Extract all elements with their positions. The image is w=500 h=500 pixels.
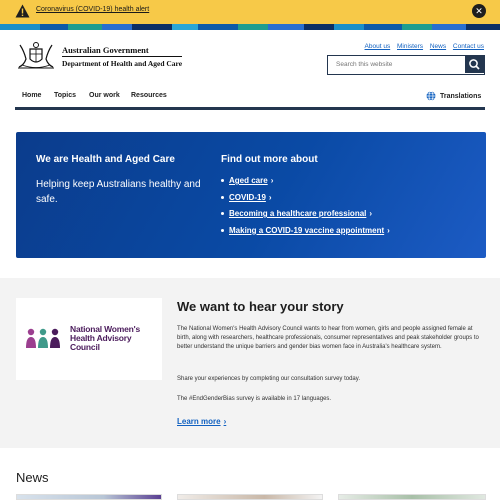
list-item <box>221 226 390 243</box>
close-circle-icon[interactable]: ✕ <box>472 4 486 18</box>
globe-icon <box>426 91 436 101</box>
magnifier-icon <box>465 56 484 73</box>
about-us-link[interactable]: About us <box>364 43 391 50</box>
search-box <box>327 55 485 75</box>
chevron-right-icon: › <box>268 192 272 202</box>
nav-underline <box>15 107 485 110</box>
ministers-link[interactable]: Ministers <box>397 43 424 50</box>
council-logo-icon <box>25 326 61 350</box>
story-title: We want to hear your story <box>177 299 344 314</box>
list-item <box>221 176 390 193</box>
nav-item-topics[interactable]: Topics <box>54 92 77 99</box>
header-divider <box>62 56 182 57</box>
site-header <box>0 30 500 82</box>
nav-item-resources[interactable]: Resources <box>131 92 167 99</box>
alert-link[interactable]: Coronavirus (COVID-19) health alert <box>36 6 150 13</box>
translations-button[interactable] <box>426 91 481 101</box>
council-logo-card <box>16 298 162 380</box>
find-out-more-heading: Find out more about <box>221 154 318 165</box>
news-card[interactable] <box>338 494 486 500</box>
news-link[interactable]: News <box>429 43 447 50</box>
main-nav <box>0 82 500 106</box>
government-name: Australian Government <box>62 45 149 55</box>
hero-tagline: Helping keep Australians healthy and safe. <box>36 179 201 205</box>
nav-item-our-work[interactable]: Our work <box>89 92 120 99</box>
translations-label: Translations <box>440 92 482 100</box>
learn-more-link[interactable]: Learn more › <box>177 417 227 426</box>
story-paragraph: The National Women's Health Advisory Council wants to hear from women, girls and people assigned female at birth, along with researchers, healthcare professionals, consumer representatives and peak stakeholder groups to better understand the unique barriers and gender bias women face in Australia's healthcare system. <box>177 326 479 350</box>
story-paragraph: Share your experiences by completing our consultation survey today. <box>177 376 360 382</box>
department-name[interactable]: Department of Health and Aged Care <box>62 59 183 68</box>
chevron-right-icon: › <box>387 225 390 235</box>
news-heading: News <box>16 470 49 485</box>
aged-care-link[interactable]: Aged care <box>229 176 268 185</box>
coat-of-arms-icon <box>16 41 56 70</box>
chevron-right-icon: › <box>270 176 274 185</box>
vaccine-appointment-link[interactable]: Making a COVID-19 vaccine appointment <box>229 225 385 235</box>
list-item <box>221 193 390 210</box>
news-card[interactable] <box>16 494 162 500</box>
search-input[interactable] <box>328 56 464 73</box>
nav-item-home[interactable]: Home <box>22 92 42 99</box>
hero-title: We are Health and Aged Care <box>36 154 175 165</box>
find-out-more-list <box>221 176 390 242</box>
search-button[interactable] <box>465 56 484 73</box>
news-card[interactable] <box>177 494 323 500</box>
warning-triangle-icon <box>15 4 30 18</box>
utility-links <box>360 43 484 50</box>
chevron-right-icon: › <box>369 209 373 218</box>
council-name: National Women's Health Advisory Council <box>70 324 140 352</box>
story-section <box>0 278 500 448</box>
contact-us-link[interactable]: Contact us <box>452 43 484 50</box>
covid-19-link[interactable]: COVID-19 <box>229 192 266 202</box>
alert-bar <box>0 0 500 24</box>
healthcare-professional-link[interactable]: Becoming a healthcare professional <box>229 209 367 218</box>
story-paragraph: The #EndGenderBias survey is available in 17 languages. <box>177 396 332 402</box>
chevron-right-icon: › <box>223 417 227 426</box>
hero-banner <box>16 132 486 258</box>
list-item <box>221 209 390 226</box>
